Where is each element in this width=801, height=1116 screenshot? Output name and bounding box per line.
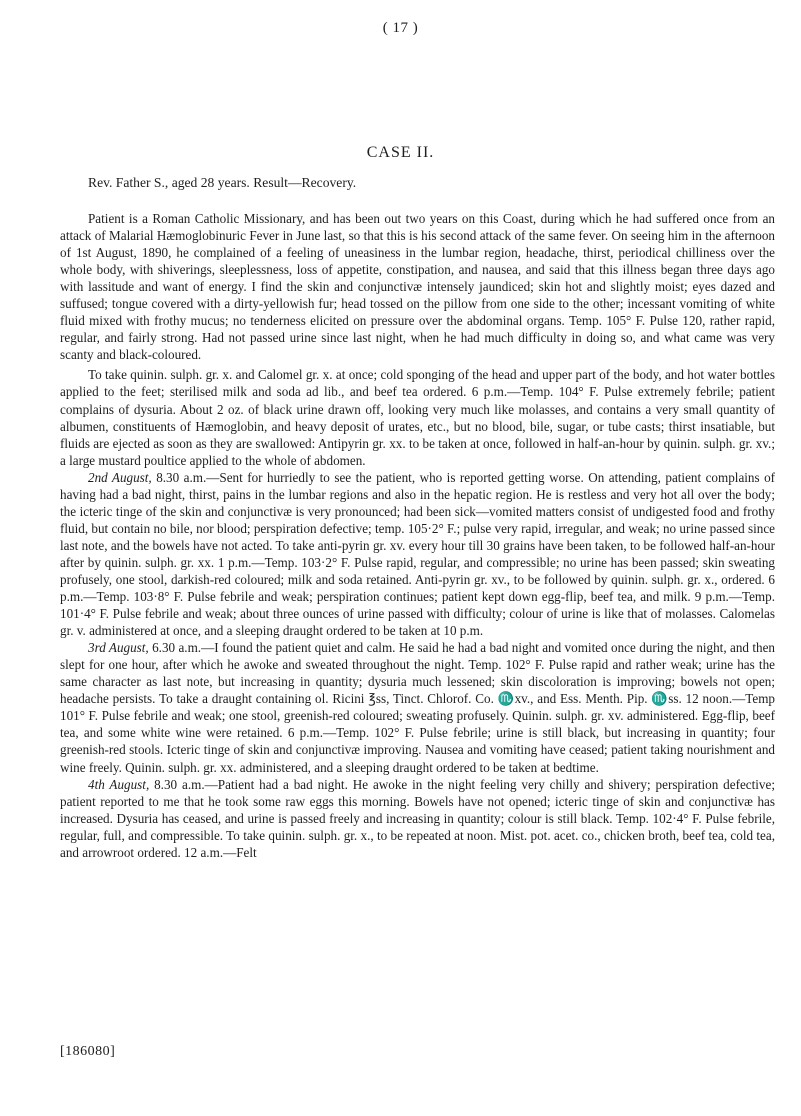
paragraph-3rd-august	[60, 639, 775, 775]
paragraph-text: Patient is a Roman Catholic Missionary, and has been out two years on this Coast, during which he had suffered once from an attack of Malarial Hæmoglobinuric Fever in June last, so that this is his second attack of the same fever. On seeing him in the afternoon of 1st August, 1890, he complained of a feeling of uneasiness in the lumbar region, headache, thirst, periodical chilliness over the whole body, with shiverings, sleeplessness, loss of appetite, constipation, and nausea, and said that this illness began three days ago with lassitude and want of energy. I find the skin and conjunctivæ intensely jaundiced; skin hot and slightly moist; eyes dazed and suffused; tongue covered with a dirty-yellowish fur; head tossed on the pillow from one side to the other; incessant vomiting of white fluid mixed with frothy mucus; no tenderness elicited on pressure over the abdominal organs. Temp. 105° F. Pulse 120, rather rapid, regular, and fairly strong. Had not passed urine since last night, when he had much difficulty in doing so, and what came was very scanty and black-coloured.	[60, 211, 775, 363]
case-body	[60, 210, 775, 861]
case-title: CASE II.	[366, 144, 435, 161]
paragraph-4th-august	[60, 776, 775, 861]
case-subtitle: Rev. Father S., aged 28 years. Result—Recovery.	[88, 175, 357, 190]
paragraph-date: 3rd August,	[88, 640, 149, 656]
paragraph-text: To take quinin. sulph. gr. x. and Calomel gr. x. at once; cold sponging of the head and upper part of the body, and hot water bottles applied to the feet; sterilised milk and soda ad lib., and beef tea ordered. 6 p.m.—Temp. 104° F. Pulse extremely febrile; patient complains of dysuria. About 2 oz. of black urine drawn off, looking very much like molasses, and contains a very small quantity of albumen, constituents of Hæmoglobin, and heavy deposit of urates, etc., but no blood, bile, sugar, or tube casts; thirst insatiable, but fluids are ejected as soon as they are swallowed: Antipyrin gr. xx. to be taken at once, followed in half-an-hour by quinin. sulph. gr. xv.; a large mustard poultice applied to the whole of abdomen.	[60, 367, 775, 468]
paragraph-date: 4th August,	[88, 776, 150, 792]
paragraph-2nd-august	[60, 469, 775, 639]
paragraph-text: 8.30 a.m.—Patient had a bad night. He awoke in the night feeling very chilly and shivery; perspiration defective; patient reported to me that he took some raw eggs this morning. Bowels have not opened; icteric tinge of skin and conjunctivæ has increased. Dysuria has ceased, and urine is passed freely and increasing in quantity; colour is still black. Temp. 102·4° F. Pulse febrile, regular, full, and compressible. To take quinin. sulph. gr. x., to be repeated at noon. Mist. pot. acet. co., chicken broth, beef tea, cold tea, and arrowroot ordered. 12 a.m.—Felt	[60, 776, 775, 860]
page-number: ( 17 )	[382, 20, 419, 36]
paragraph-intro	[60, 210, 775, 363]
catalog-number: [186080]	[60, 1044, 116, 1059]
paragraph-text: 8.30 a.m.—Sent for hurriedly to see the patient, who is reported getting worse. On attending, patient complains of having had a bad night, thirst, pains in the lumbar regions and also in the hepatic region. He is restless and very hot all over the body; the icteric tinge of the skin and conjunctivæ is very pronounced; had been sick—vomited matters consist of undigested food and frothy fluid, but contain no bile, nor blood; perspiration defective; temp. 105·2° F.; pulse very rapid, irregular, and weak; no urine passed since last note, and the bowels have not acted. To take anti-pyrin gr. xv. every hour till 30 grains have been taken, to be followed half-an-hour after by quinin. sulph. gr. xx. 1 p.m.—Temp. 103·2° F. Pulse rapid, regular, and compressible; no urine has been passed; skin sweating profusely, one stool, darkish-red coloured; milk and soda retained. Anti-pyrin gr. xv., to be followed by quinin. sulph. gr. x., ordered. 6 p.m.—Temp. 103·8° F. Pulse febrile and weak; perspiration continues; patient kept down egg-flip, beef tea, and milk. 9 p.m.—Temp. 101·4° F. Pulse febrile and weak; about three ounces of urine passed with difficulty; colour of urine is like that of molasses. Calomelas gr. v. administered at once, and a sleeping draught ordered to be taken at 10 p.m.	[60, 469, 776, 639]
paragraph-date: 2nd August,	[88, 469, 152, 485]
paragraph-treatment	[60, 366, 775, 468]
paragraph-text: 6.30 a.m.—I found the patient quiet and calm. He said he had a bad night and vomited once during the night, and then slept for one hour, after which he awoke and sweated throughout the night. Temp. 102° F. Pulse rapid and rather weak; urine has the same character as last note, but increasing in quantity; dysuria much lessened; skin discoloration is improving; bowels not open; headache persists. To take a draught containing ol. Ricini ℥ss, Tinct. Chlorof. Co. ♏xv., and Ess. Menth. Pip. ♏ss. 12 noon.—Temp 101° F. Pulse febrile and weak; one stool, greenish-red coloured; sweating profusely. Quinin. sulph. gr. xv. administered. Egg-flip, beef tea, and some white wine were retained. 6 p.m.—Temp. 102° F. Pulse febrile; urine is still black, but increasing in quantity; four greenish-red stools. Icteric tinge of skin and conjunctivæ improving. Nausea and vomiting have ceased; patient taking nourishment and wine freely. Quinin. sulph. gr. xx. administered, and a sleeping draught ordered to be taken at bedtime.	[60, 640, 775, 775]
